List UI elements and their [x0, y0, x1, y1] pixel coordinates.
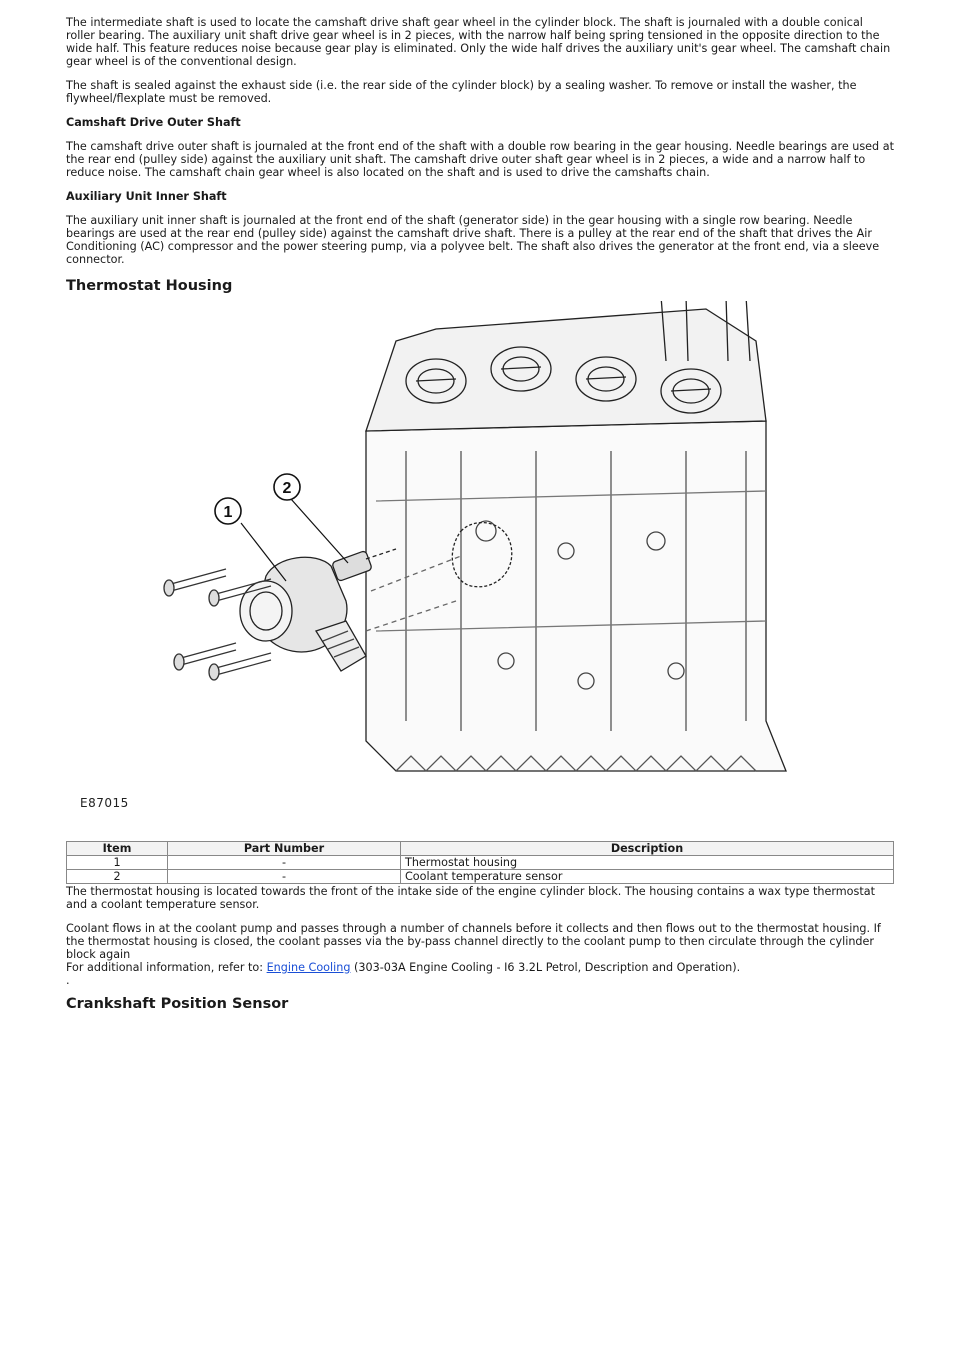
section-heading-auxiliary-unit: Auxiliary Unit Inner Shaft [66, 190, 227, 203]
cell-part-number: - [168, 856, 401, 870]
engine-illustration [66, 301, 894, 841]
reference-suffix: (303-03A Engine Cooling - I6 3.2L Petrol, Description and Operation). [350, 961, 741, 974]
table-header-row [67, 842, 894, 856]
document-page [66, 16, 894, 1013]
intro-paragraph-2: The shaft is sealed against the exhaust side (i.e. the rear side of the cylinder block) by a sealing washer. To remove or install the washer, the flywheel/flexplate must be removed. [66, 79, 857, 105]
engine-drawing [66, 301, 894, 841]
column-header-description: Description [401, 842, 894, 856]
callout-2-label: 2 [282, 480, 292, 497]
cylinder-block-outline [366, 421, 786, 771]
callout-2 [274, 474, 300, 500]
heading-crankshaft-position-sensor: Crankshaft Position Sensor [66, 996, 289, 1012]
cell-part-number: - [168, 870, 401, 884]
intro-paragraph-1: The intermediate shaft is used to locate the camshaft drive shaft gear wheel in the cylinder block. The shaft is journaled with a double conical roller bearing. The auxiliary unit shaft drive gear wheel is in 2 pieces, with the narrow half being spring tensioned in the opposite direction to the wide half. This feature reduces noise because gear play is eliminated. Only the wide half drives the auxiliary unit's gear wheel. The camshaft chain gear wheel is of the conventional design. [66, 16, 891, 68]
cell-item: 1 [67, 856, 168, 870]
engine-cooling-link[interactable]: Engine Cooling [266, 961, 351, 974]
heading-thermostat-housing: Thermostat Housing [66, 278, 233, 294]
parts-table [66, 841, 894, 884]
cell-description: Coolant temperature sensor [401, 870, 894, 884]
callout-1 [215, 498, 241, 524]
section-heading-camshaft-drive: Camshaft Drive Outer Shaft [66, 116, 241, 129]
thermostat-paragraph-2: Coolant flows in at the coolant pump and passes through a number of channels before it collects and then flows out to the thermostat housing. If the thermostat housing is closed, the coolant passes via the by-pass channel directly to the coolant pump to then circulate through the cylinder block again [66, 922, 881, 961]
table-row [67, 870, 894, 884]
column-header-part-number: Part Number [168, 842, 401, 856]
table-row [67, 856, 894, 870]
callout-1-label: 1 [223, 504, 233, 521]
section-text-camshaft-drive: The camshaft drive outer shaft is journaled at the front end of the shaft with a double row bearing in the gear housing. Needle bearings are used at the rear end (pulley side) against the auxiliary unit shaft. The camshaft drive outer shaft gear wheel is in 2 pieces, a wide and a narrow half to reduce noise. The camshaft chain gear wheel is also located on the shaft and is used to drive the camshafts chain. [66, 140, 894, 179]
manifold-flange [366, 309, 766, 431]
reference-line [66, 961, 894, 974]
after-table-text [66, 885, 894, 987]
column-header-item: Item [67, 842, 168, 856]
callout-1-leader [241, 523, 286, 581]
section-text-auxiliary-unit: The auxiliary unit inner shaft is journaled at the front end of the shaft (generator side) in the gear housing with a single row bearing. Needle bearings are used at the rear end (pulley side) against the camshaft drive shaft. There is a pulley at the rear end of the shaft that drives the Air Conditioning (AC) compressor and the power steering pump, via a polyvee belt. The shaft also drives the generator at the front end, via a sleeve connector. [66, 214, 880, 266]
figure-code: E87015 [80, 796, 129, 810]
reference-trailing-dot: . [66, 974, 70, 987]
thermostat-paragraph-1: The thermostat housing is located towards the front of the intake side of the engine cylinder block. The housing contains a wax type thermostat and a coolant temperature sensor. [66, 885, 875, 911]
cell-description: Thermostat housing [401, 856, 894, 870]
reference-prefix: For additional information, refer to: [66, 961, 267, 974]
cell-item: 2 [67, 870, 168, 884]
callout-2-leader [291, 499, 348, 563]
